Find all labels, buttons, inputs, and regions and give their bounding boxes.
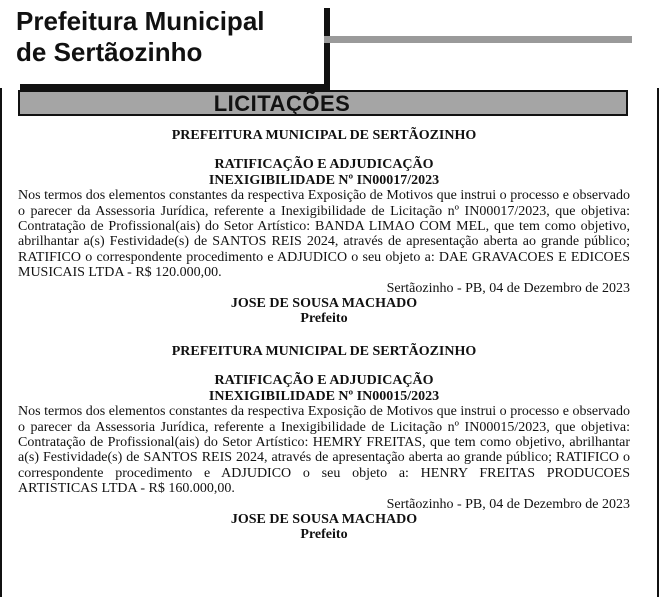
notice-org: PREFEITURA MUNICIPAL DE SERTÃOZINHO — [171, 128, 477, 143]
notice-role: Prefeito — [300, 527, 348, 543]
notice-2 — [18, 344, 630, 543]
notice-date: Sertãozinho - PB, 04 de Dezembro de 2023 — [386, 496, 630, 512]
masthead-line-2: de Sertãozinho — [16, 37, 203, 67]
notice-role: Prefeito — [300, 311, 348, 327]
notice-signer: JOSE DE SOUSA MACHADO — [230, 511, 418, 527]
notice-body: Nos termos dos elementos constantes da respectiva Exposição de Motivos que instrui o processo e observado o parecer da Assessoria Jurídica, referente a Inexigibilidade de Licitação nº IN00017/2023, que objetiva: Contratação de Profissional(ais) do Setor Artístico: BANDA LIMAO COM MEL, que tem como objetivo, abrilhantar a(s) Festividade(s) de SANTOS REIS 2024, através de apresentação aberta ao grande público; RATIFICO o correspondente procedimento e ADJUDICO o seu objeto a: DAE GRAVACOES E EDICOES MUSICAIS LTDA - R$ 120.000,00. — [18, 188, 630, 281]
notice-signer: JOSE DE SOUSA MACHADO — [230, 296, 418, 312]
notice-1 — [18, 128, 630, 327]
notice-spacer — [18, 327, 630, 344]
notice-heading: RATIFICAÇÃO E ADJUDICAÇÃO — [214, 157, 434, 173]
notice-subheading: INEXIGIBILIDADE Nº IN00015/2023 — [208, 388, 440, 404]
frame-border-left — [0, 88, 2, 597]
section-title: LICITAÇÕES — [213, 91, 351, 116]
notice-body: Nos termos dos elementos constantes da respectiva Exposição de Motivos que instrui o processo e observado o parecer da Assessoria Jurídica, referente a Inexigibilidade de Licitação nº IN00015/2023, que objetiva: Contratação de Profissional(ais) do Setor Artístico: HEMRY FREITAS, que tem como objetivo, abrilhantar a(s) Festividade(s) de SANTOS REIS 2024, através de apresentação aberta ao grande público; RATIFICO o correspondente procedimento e ADJUDICO o seu objeto a: HENRY FREITAS PRODUCOES ARTISTICAS LTDA - R$ 160.000,00. — [18, 404, 630, 497]
masthead-line-1: Prefeitura Municipal — [16, 6, 265, 36]
notice-org: PREFEITURA MUNICIPAL DE SERTÃOZINHO — [171, 343, 477, 359]
notice-date: Sertãozinho - PB, 04 de Dezembro de 2023 — [386, 280, 630, 296]
masthead-title — [16, 6, 324, 68]
header-rule — [324, 36, 632, 43]
notice-subheading: INEXIGIBILIDADE Nº IN00017/2023 — [208, 172, 440, 188]
notice-heading: RATIFICAÇÃO E ADJUDICAÇÃO — [214, 373, 434, 389]
notices-column — [18, 128, 630, 543]
frame-border-right — [657, 88, 659, 597]
masthead — [14, 2, 324, 84]
